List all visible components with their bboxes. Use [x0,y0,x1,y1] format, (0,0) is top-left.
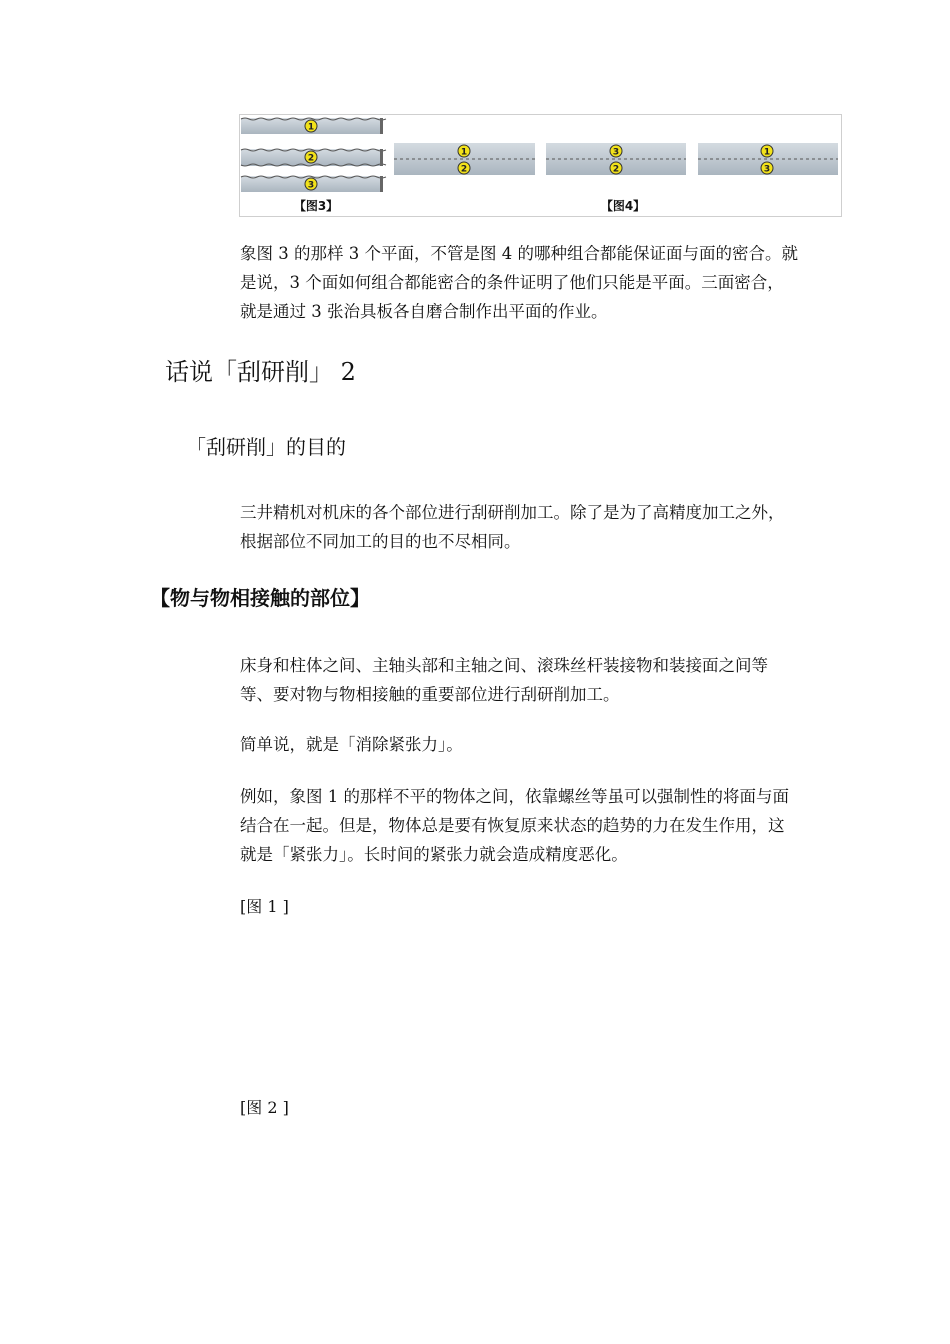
page-title: 话说「刮研削」 2 [165,358,356,386]
example-paragraph: 例如，象图 1 的那样不平的物体之间，依靠螺丝等虽可以强制性的将面与面结合在一起。但是，物体总是要有恢复原来状态的趋势的力在发生作用，这就是「紧张力」。长时间的紧张力就会造成精度恶化。 [240,787,789,864]
fig4-pair2-top: 3 [612,147,620,158]
purpose-paragraph: 三井精机对机床的各个部位进行刮研削加工。除了是为了高精度加工之外，根据部位不同加工的目的也不尽相同。 [240,503,785,551]
fig4-pair1-top: 1 [460,147,468,158]
plate-figure [239,114,842,217]
fig3-plate-2 [241,149,386,166]
fig3-num-1: 1 [307,122,315,133]
fig3-plate-3 [241,176,386,192]
section-heading-contact: 【物与物相接触的部位】 [150,586,370,610]
simple-paragraph: 简单说，就是「消除紧张力」。 [240,735,463,754]
intro-paragraph: 象图 3 的那样 3 个平面，不管是图 4 的哪种组合都能保证面与面的密合。就是说，3 个面如何组合都能密合的条件证明了他们只能是平面。三面密合，就是通过 3 张治具板各自磨合制作出平面的作业。 [240,244,798,321]
fig3-caption: 【图3】 [293,199,339,213]
fig4-caption: 【图4】 [600,199,646,213]
fig4-pair-2 [546,143,686,175]
fig4-pair3-bottom: 3 [763,164,771,175]
fig3-plate-1 [241,118,386,134]
contact-paragraph: 床身和柱体之间、主轴头部和主轴之间、滚珠丝杆装接物和装接面之间等等、要对物与物相接触的重要部位进行刮研削加工。 [240,656,768,704]
figure-2-label: [图 2 ] [240,1098,289,1117]
section-heading-purpose: 「刮研削」的目的 [186,435,346,459]
figure-1-label: [图 1 ] [240,897,289,916]
fig4-pair3-top: 1 [763,147,771,158]
fig4-pair2-bottom: 2 [612,164,620,175]
fig4-pair-1 [394,143,535,175]
fig4-pair-3 [698,143,838,175]
fig3-num-2: 2 [307,153,315,164]
fig3-num-3: 3 [307,180,315,191]
fig4-pair1-bottom: 2 [460,164,468,175]
